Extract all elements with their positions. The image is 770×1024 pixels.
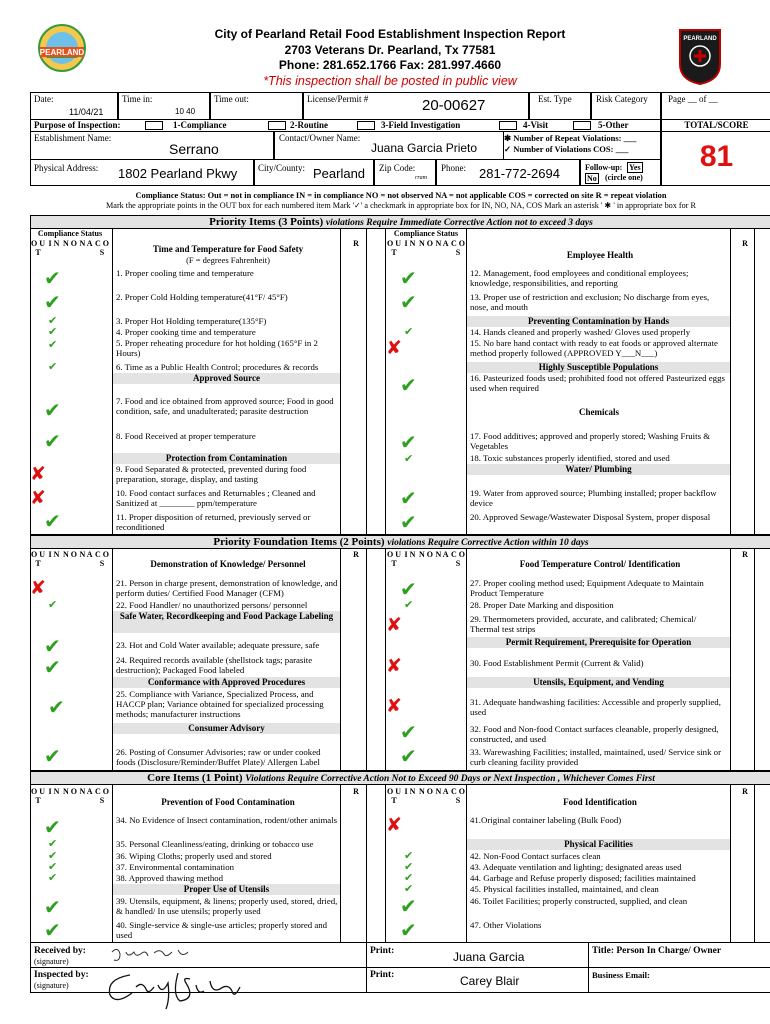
item-3-in-check[interactable]: ✔ (48, 314, 58, 327)
item-23-in-check[interactable]: ✔ (44, 634, 61, 658)
purpose-2-label: 2-Routine (290, 120, 328, 130)
item-31: 31. Adequate handwashing facilities: Accessible and properly supplied, used (470, 697, 721, 717)
priority-title: Priority Items (3 Points) (209, 216, 324, 228)
item-21-out-x[interactable]: ✘ (30, 577, 46, 599)
pf-left-col-in: I N (48, 550, 60, 559)
item-27-in-check[interactable]: ✔ (400, 577, 417, 601)
item-2-in-check[interactable]: ✔ (44, 290, 61, 314)
left-col-r: R (353, 239, 359, 248)
item-16-in-check[interactable]: ✔ (400, 373, 417, 397)
received-signature-caption: (signature) (34, 957, 69, 966)
purpose-4-checkbox[interactable] (499, 121, 517, 130)
license-field[interactable]: 20-00627 (422, 97, 486, 114)
cos-violations-label: ✓ Number of Violations COS: ___ (504, 144, 629, 154)
item-28: 28. Proper Date Marking and disposition (470, 600, 614, 610)
business-email-label: Business Email: (592, 970, 650, 980)
followup-label: Follow-up: (585, 163, 623, 172)
core-left-col-cos: C O S (95, 787, 109, 805)
foundation-section-header (30, 535, 770, 549)
pf-left-col-out: O U T (31, 550, 45, 568)
item-41: 41.Original container labeling (Bulk Food) (470, 815, 622, 825)
item-33-in-check[interactable]: ✔ (400, 744, 417, 768)
followup-no[interactable]: No (587, 174, 597, 183)
item-9: 9. Food Separated & protected, prevented during food preparation, storage, display, and tasting (116, 464, 307, 484)
item-37: 37. Environmental contamination (116, 862, 234, 872)
item-14: 14. Hands cleaned and properly washed/ Gloves used properly (470, 327, 691, 337)
inspected-by-label: Inspected by: (34, 970, 89, 980)
item-31-out-x[interactable]: ✘ (386, 695, 402, 717)
item-39-in-check[interactable]: ✔ (44, 895, 61, 919)
pf-left-col-cos: C O S (95, 550, 109, 568)
item-18: 18. Toxic substances properly identified, stored and used (470, 453, 670, 463)
item-39: 39. Utensils, equipment, & linens; properly used, stored, dried, & handled/ In use utensils; properly used (116, 896, 338, 916)
time-out-label: Time out: (214, 94, 249, 104)
est-name-label: Establishment Name: (34, 133, 112, 143)
pf-left-col-na: N A (79, 550, 93, 559)
item-28-in-check[interactable]: ✔ (404, 598, 414, 611)
inspected-signature-caption: (signature) (34, 981, 69, 990)
item-34-in-check[interactable]: ✔ (44, 815, 61, 839)
title-label: Title: Person In Charge/ Owner (592, 946, 722, 956)
license-label: License/Permit # (307, 94, 369, 104)
item-35: 35. Personal Cleanliness/eating, drinking or tobacco use (116, 839, 314, 849)
core-right-col-na: N A (435, 787, 449, 796)
foundation-note: violations Require Corrective Action within 10 days (387, 538, 589, 548)
item-14-in-check[interactable]: ✔ (404, 325, 414, 338)
total-score-value: 81 (699, 140, 734, 173)
report-title: City of Pearland Retail Food Establishment Inspection Report (214, 27, 566, 41)
subhead-chemicals: Chemicals (579, 407, 619, 417)
est-type-label: Est. Type (538, 94, 572, 104)
core-left-col-r: R (353, 787, 359, 796)
left-col-in: I N (48, 239, 60, 248)
item-45-in-check[interactable]: ✔ (404, 882, 414, 895)
core-left-col-in: I N (48, 787, 60, 796)
purpose-5-label: 5-Other (598, 120, 629, 130)
physical-address-label: Physical Address: (34, 163, 99, 173)
item-11: 11. Proper disposition of returned, previously served or reconditioned (116, 512, 311, 532)
core-section-header (30, 771, 770, 785)
purpose-3-label: 3-Field Investigation (381, 120, 461, 130)
subhead-conformance: Conformance with Approved Procedures (113, 677, 340, 688)
item-36-in-check[interactable]: ✔ (48, 849, 58, 862)
subhead-safe-water: Safe Water, Recordkeeping and Food Package Labeling (113, 611, 340, 633)
subhead-prev-hands: Preventing Contamination by Hands (467, 316, 730, 327)
report-address: 2703 Veterans Dr. Pearland, Tx 77581 (284, 42, 496, 57)
item-42: 42. Non-Food Contact surfaces clean (470, 851, 601, 861)
date-field[interactable]: 11/04/21 (69, 107, 104, 117)
item-29: 29. Thermometers provided, accurate, and calibrated; Chemical/ Thermal test strips (470, 614, 697, 634)
svg-text:PEARLAND: PEARLAND (683, 36, 717, 42)
item-8: 8. Food Received at proper temperature (116, 431, 256, 441)
contact-label: Contact/Owner Name: (279, 133, 361, 143)
received-print-name[interactable]: Juana Garcia (453, 950, 525, 964)
item-40-in-check[interactable]: ✔ (44, 918, 61, 942)
subhead-time-temp: Time and Temperature for Food Safety (152, 244, 304, 254)
item-7: 7. Food and ice obtained from approved source; Food in good condition, safe, and unadulterated; parasite destruction (116, 396, 334, 416)
item-27: 27. Proper cooling method used; Equipment Adequate to Maintain Product Temperature (470, 578, 704, 598)
item-46-in-check[interactable]: ✔ (400, 894, 417, 918)
item-13-in-check[interactable]: ✔ (400, 290, 417, 314)
item-13: 13. Proper use of restriction and exclusion; No discharge from eyes, nose, and mouth (470, 292, 710, 312)
subhead-food-ident: Food Identification (563, 797, 637, 807)
item-25-in-check[interactable]: ✔ (48, 695, 65, 719)
item-12-in-check[interactable]: ✔ (400, 266, 417, 290)
item-26: 26. Posting of Consumer Advisories; raw or under cooked foods (Disclosure/Reminder/Buffet Plate)/ Allergen Label (116, 747, 321, 767)
item-26-in-check[interactable]: ✔ (44, 744, 61, 768)
item-30: 30. Food Establishment Permit (Current & Valid) (470, 658, 644, 668)
left-col-out: O U T (31, 239, 45, 257)
page-of-label: Page __ of __ (668, 94, 718, 104)
item-44: 44. Garbage and Refuse properly disposed; facilities maintained (470, 873, 696, 883)
inspected-print-label: Print: (370, 970, 395, 980)
fire-dept-badge-logo (676, 26, 724, 86)
right-col-r: R (742, 239, 748, 248)
subhead-proper-use: Proper Use of Utensils (113, 884, 340, 895)
svg-text:PEARLAND: PEARLAND (39, 48, 85, 57)
pf-right-col-in: I N (404, 550, 416, 559)
circle-one-label: (circle one) (605, 173, 643, 182)
pf-left-col-r: R (353, 550, 359, 559)
item-1: 1. Proper cooling time and temperature (116, 268, 254, 278)
zip-label: Zip Code: (379, 163, 416, 173)
pf-right-col-na: N A (435, 550, 449, 559)
priority-section-header (30, 215, 770, 229)
item-15-out-x[interactable]: ✘ (386, 337, 402, 359)
right-col-cos: C O S (451, 239, 465, 257)
subhead-prevention: Prevention of Food Contamination (161, 797, 295, 807)
pf-right-col-r: R (742, 550, 748, 559)
city-label: City/County: (258, 163, 306, 173)
received-by-label: Received by: (34, 946, 86, 956)
item-4: 4. Proper cooking time and temperature (116, 327, 256, 337)
item-21: 21. Person in charge present, demonstration of knowledge, and perform duties/ Certified Food Manager (CFM) (116, 578, 338, 598)
core-left-col-out: O U T (31, 787, 45, 805)
left-col-na: N A (79, 239, 93, 248)
item-17: 17. Food additives; approved and properly stored; Washing Fruits & Vegetables (470, 431, 711, 451)
compliance-legend-1: Compliance Status: Out = not in compliance IN = in compliance NO = not observed NA = not applicable COS = corrected on site R = repeat violation (135, 191, 667, 200)
purpose-3-checkbox[interactable] (357, 121, 375, 130)
posting-notice: *This inspection shall be posted in public view (263, 73, 517, 88)
time-in-label: Time in: (122, 94, 153, 104)
core-right-col-cos: C O S (451, 787, 465, 805)
item-42-in-check[interactable]: ✔ (404, 849, 414, 862)
item-46: 46. Toilet Facilities; properly constructed, supplied, and clean (470, 896, 688, 906)
item-22-in-check[interactable]: ✔ (48, 598, 58, 611)
item-10-out-x[interactable]: ✘ (30, 487, 46, 509)
repeat-violations-label: ✱ Number of Repeat Violations: ___ (504, 133, 637, 143)
city-field[interactable]: Pearland (313, 166, 366, 181)
item-37-in-check[interactable]: ✔ (48, 860, 58, 873)
subhead-food-temp: Food Temperature Control/ Identification (519, 559, 681, 569)
inspected-print-name[interactable]: Carey Blair (460, 974, 520, 988)
core-note: Violations Require Corrective Action Not to Exceed 90 Days or Next Inspection , Whichever Comes First (245, 774, 655, 784)
total-score-label: TOTAL/SCORE (684, 120, 749, 130)
item-38: 38. Approved thawing method (116, 873, 224, 883)
core-left-col-no: N O (63, 787, 77, 796)
zip-field[interactable]: rram (415, 175, 428, 181)
core-left-col-na: N A (79, 787, 93, 796)
followup-yes[interactable]: Yes (629, 163, 641, 172)
time-in-field[interactable]: 10 40 (175, 107, 196, 116)
phone-field[interactable]: 281-772-2694 (479, 166, 560, 181)
compliance-legend-2: Mark the appropriate points in the OUT box for each numbered item Mark '✓' a checkmark in appropriate box for IN, NO, NA, COS Mark an asterisk ' ✱ ' in appropriate box for R (106, 201, 696, 210)
core-right-col-in: I N (404, 787, 416, 796)
subhead-protection: Protection from Contamination (113, 453, 340, 464)
phone-label: Phone: (441, 163, 467, 173)
item-6: 6. Time as a Public Health Control; procedures & records (116, 362, 319, 372)
item-45: 45. Physical facilities installed, maintained, and clean (470, 884, 659, 894)
item-36: 36. Wiping Cloths; properly used and stored (116, 851, 272, 861)
subhead-approved-source: Approved Source (113, 373, 340, 384)
item-4-in-check[interactable]: ✔ (48, 325, 58, 338)
subhead-consumer: Consumer Advisory (113, 723, 340, 734)
left-col-cos: C O S (95, 239, 109, 257)
received-signature[interactable] (108, 944, 198, 966)
item-5-in-check[interactable]: ✔ (48, 338, 58, 351)
est-name-field[interactable]: Serrano (169, 141, 219, 157)
item-43: 43. Adequate ventilation and lighting; designated areas used (470, 862, 682, 872)
item-29-out-x[interactable]: ✘ (386, 614, 402, 636)
left-compliance-status-label: Compliance Status (37, 229, 103, 238)
inspected-signature[interactable] (100, 965, 250, 1015)
received-print-label: Print: (370, 946, 395, 956)
item-22: 22. Food Handler/ no unauthorized persons/ personnel (116, 600, 308, 610)
item-30-out-x[interactable]: ✘ (386, 655, 402, 677)
item-25: 25. Compliance with Variance, Specialized Process, and HACCP plan; Variance obtained for specialized processing methods; manufacturer instructions (116, 689, 324, 719)
foundation-title: Priority Foundation Items (2 Points) (213, 536, 385, 548)
subhead-knowledge: Demonstration of Knowledge/ Personnel (150, 559, 306, 569)
item-12: 12. Management, food employees and conditional employees; knowledge, responsibilities, and reporting (470, 268, 689, 288)
item-33: 33. Warewashing Facilities; installed, maintained, used/ Service sink or curb cleaning facility provided (470, 747, 722, 767)
item-23: 23. Hot and Cold Water available; adequate pressure, safe (116, 640, 320, 650)
subhead-time-temp-sub: (F = degrees Fahrenheit) (186, 255, 270, 265)
purpose-2-checkbox[interactable] (268, 121, 286, 130)
subhead-utensils: Utensils, Equipment, and Vending (467, 677, 730, 688)
core-right-col-r: R (742, 787, 748, 796)
right-col-na: N A (435, 239, 449, 248)
report-header (0, 0, 770, 92)
item-20-in-check[interactable]: ✔ (400, 510, 417, 534)
subhead-highly-susceptible: Highly Susceptible Populations (467, 362, 730, 373)
pf-right-col-out: O U T (387, 550, 401, 568)
right-col-out: O U T (387, 239, 401, 257)
item-19-in-check[interactable]: ✔ (400, 486, 417, 510)
report-phone: Phone: 281.652.1766 Fax: 281.997.4660 (278, 58, 502, 72)
item-10: 10. Food contact surfaces and Returnables ; Cleaned and Sanitized at ________ ppm/temperature (116, 488, 316, 508)
item-3: 3. Proper Hot Holding temperature(135°F) (116, 316, 267, 326)
item-5: 5. Proper reheating procedure for hot holding (165°F in 2 Hours) (116, 338, 318, 358)
pf-right-col-cos: C O S (451, 550, 465, 568)
item-15: 15. No bare hand contact with ready to eat foods or approved alternate method properly followed (APPROVED Y___N___) (470, 338, 718, 358)
item-16: 16. Pasteurized foods used; prohibited food not offered Pasteurized eggs used when required (470, 373, 725, 393)
item-8-in-check[interactable]: ✔ (44, 429, 61, 453)
pf-left-col-no: N O (63, 550, 77, 559)
item-9-out-x[interactable]: ✘ (30, 463, 46, 485)
subhead-water: Water/ Plumbing (467, 464, 730, 475)
priority-note: violations Require Immediate Corrective Action not to exceed 3 days (325, 218, 593, 228)
core-title: Core Items (1 Point) (147, 772, 243, 784)
core-right-col-out: O U T (387, 787, 401, 805)
purpose-1-checkbox[interactable] (145, 121, 163, 130)
subhead-permit: Permit Requirement, Prerequisite for Operation (467, 637, 730, 648)
core-right-col-no: N O (419, 787, 433, 796)
item-38-in-check[interactable]: ✔ (48, 871, 58, 884)
item-44-in-check[interactable]: ✔ (404, 871, 414, 884)
item-24-in-check[interactable]: ✔ (44, 655, 61, 679)
item-32: 32. Food and Non-food Contact surfaces cleanable, properly designed, constructed, and used (470, 724, 719, 744)
purpose-1-label: 1-Compliance (173, 120, 227, 130)
right-compliance-status-label: Compliance Status (393, 229, 459, 238)
item-1-in-check[interactable]: ✔ (44, 266, 61, 290)
item-40: 40. Single-service & single-use articles; properly stored and used (116, 920, 328, 940)
physical-address-field[interactable]: 1802 Pearland Pkwy (118, 166, 238, 181)
item-41-out-x[interactable]: ✘ (386, 814, 402, 836)
item-11-in-check[interactable]: ✔ (44, 509, 61, 533)
contact-field[interactable]: Juana Garcia Prieto (371, 141, 478, 155)
purpose-4-label: 4-Visit (523, 120, 549, 130)
item-32-in-check[interactable]: ✔ (400, 720, 417, 744)
subhead-employee-health: Employee Health (566, 250, 634, 260)
city-seal-logo (38, 22, 86, 77)
item-19: 19. Water from approved source; Plumbing installed; proper backflow device (470, 488, 717, 508)
item-18-in-check[interactable]: ✔ (404, 452, 414, 465)
item-35-in-check[interactable]: ✔ (48, 837, 58, 850)
item-24: 24. Required records available (shellstock tags; parasite destruction); Packaged Food labeled (116, 655, 313, 675)
item-34: 34. No Evidence of Insect contamination, rodent/other animals (116, 815, 338, 825)
purpose-5-checkbox[interactable] (573, 121, 591, 130)
date-label: Date: (34, 94, 54, 104)
right-col-no: N O (419, 239, 433, 248)
subhead-physical: Physical Facilities (467, 839, 730, 850)
item-6-in-check[interactable]: ✔ (48, 360, 58, 373)
right-col-in: I N (404, 239, 416, 248)
item-17-in-check[interactable]: ✔ (400, 430, 417, 454)
pf-right-col-no: N O (419, 550, 433, 559)
purpose-label: Purpose of Inspection: (34, 120, 121, 130)
item-20: 20. Approved Sewage/Wastewater Disposal System, proper disposal (470, 512, 711, 522)
item-47-in-check[interactable]: ✔ (400, 918, 417, 942)
item-7-in-check[interactable]: ✔ (44, 398, 61, 422)
item-43-in-check[interactable]: ✔ (404, 860, 414, 873)
item-2: 2. Proper Cold Holding temperature(41°F/ 45°F) (116, 292, 288, 302)
risk-category-label: Risk Category (596, 94, 648, 104)
left-col-no: N O (63, 239, 77, 248)
item-47: 47. Other Violations (470, 920, 542, 930)
